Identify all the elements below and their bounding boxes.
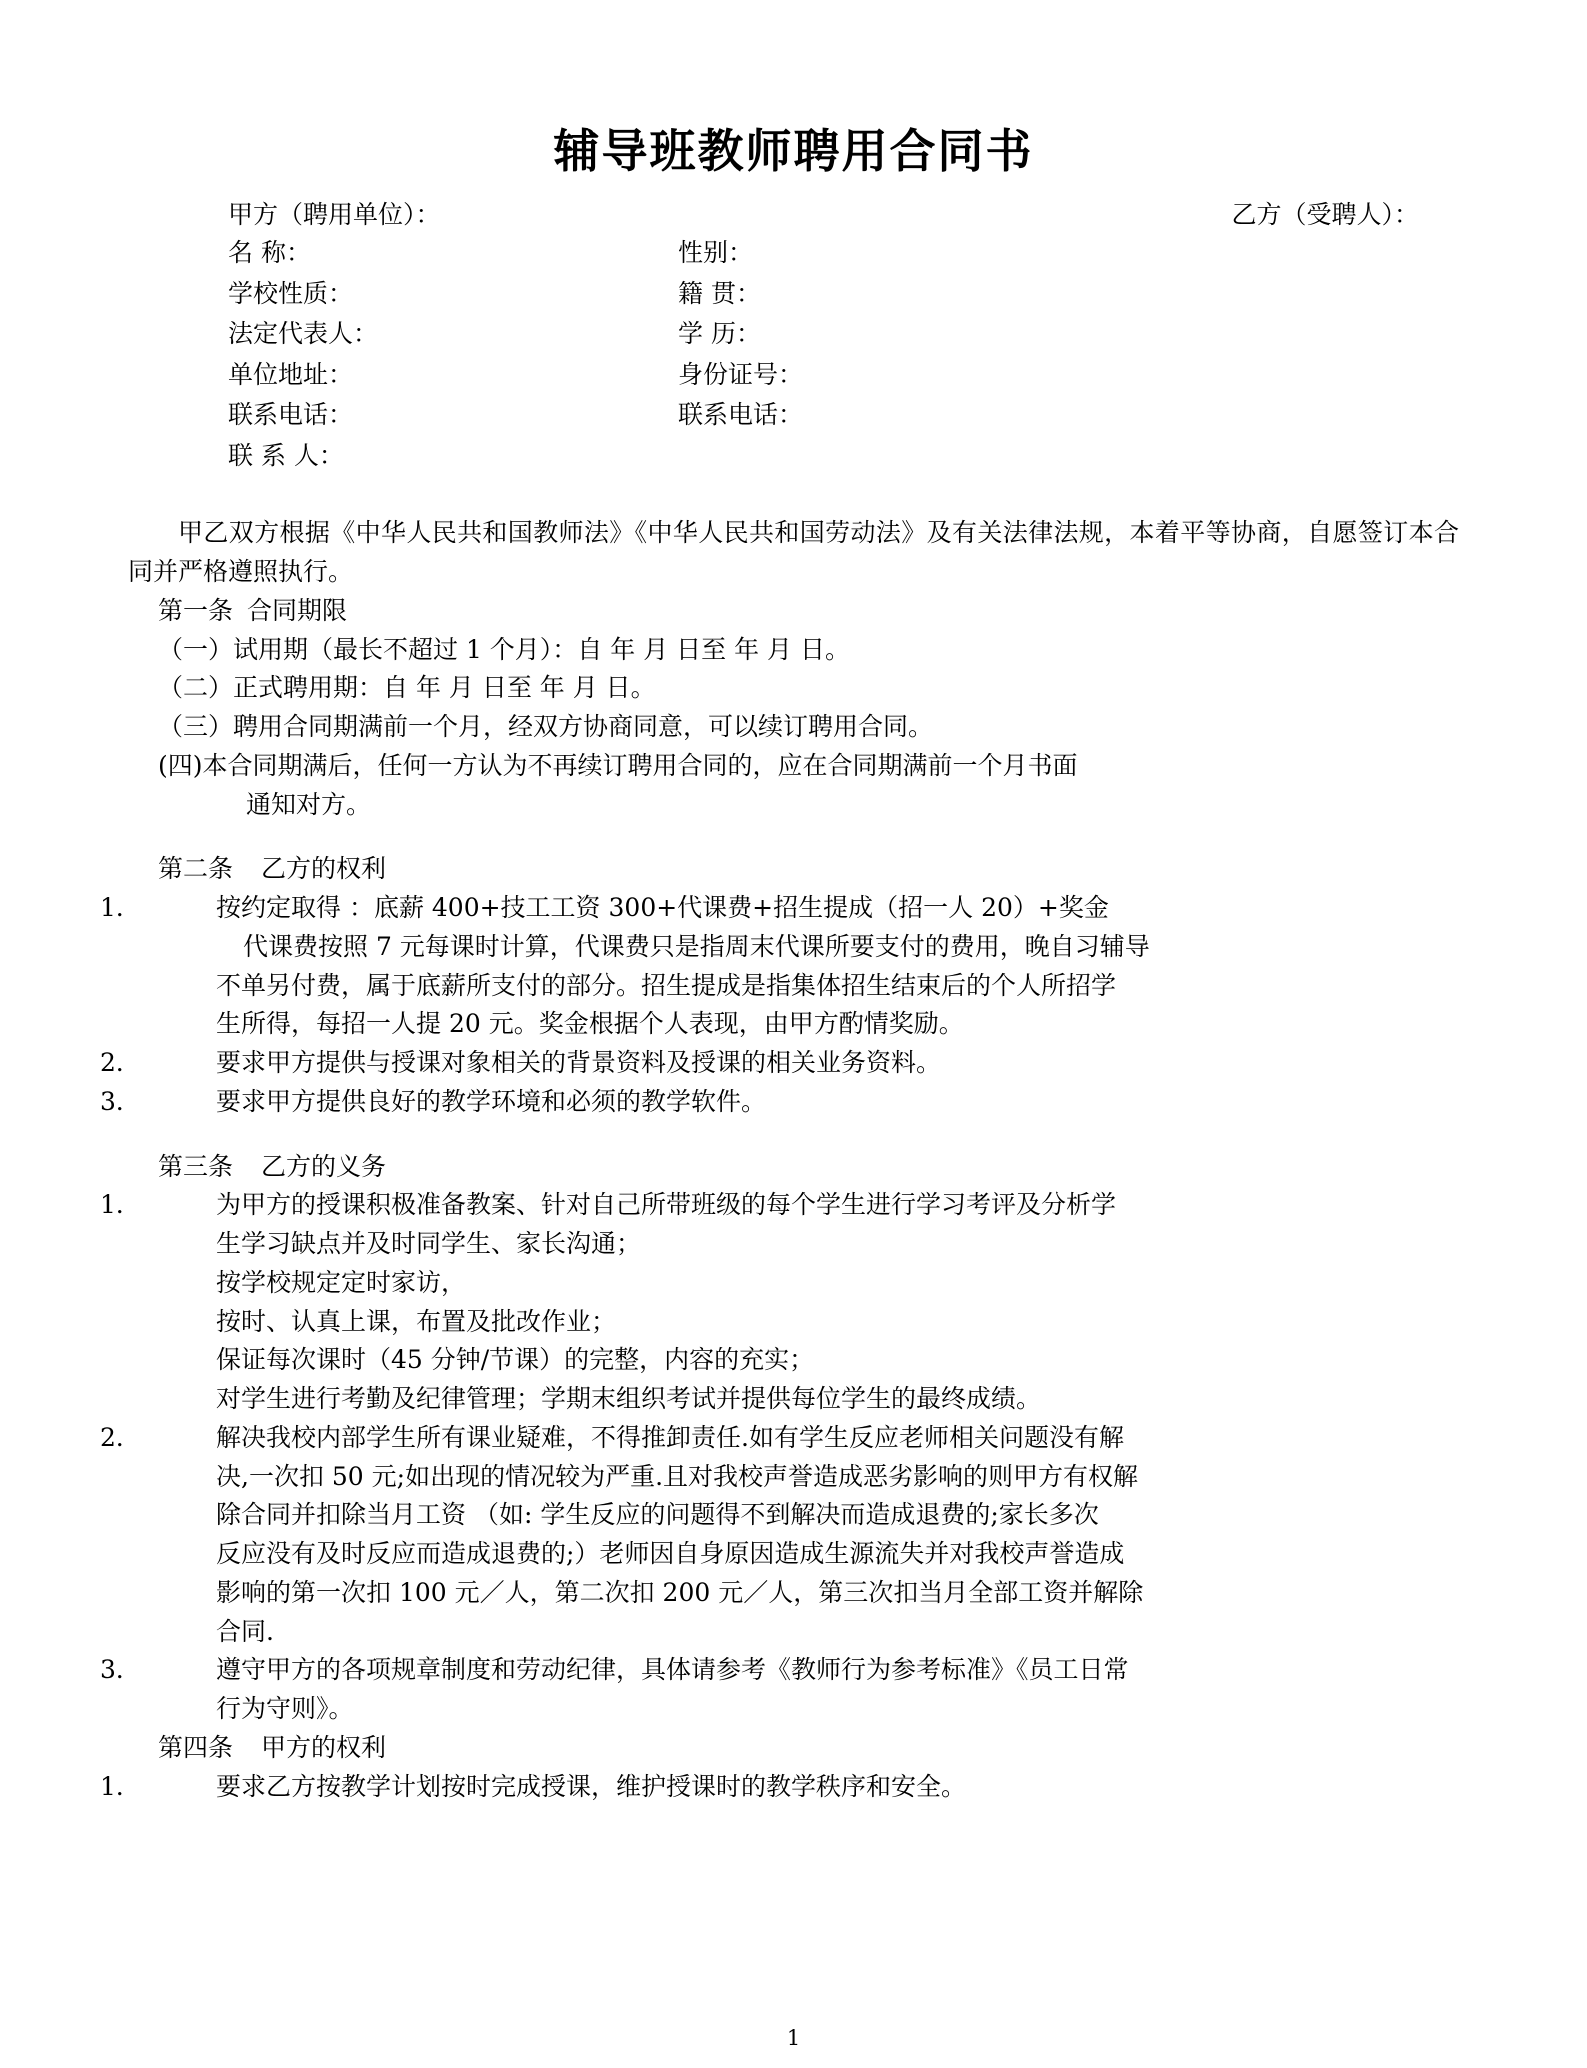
section-2-heading (128, 850, 1459, 889)
page-number: 1 (786, 2026, 801, 2050)
list-item-text: 遵守甲方的各项规章制度和劳动纪律，具体请参考《教师行为参考标准》《员工日常 (216, 1655, 1129, 1685)
party-b-field-phone: 联系电话： (678, 400, 804, 430)
list-marker: 3． (100, 1655, 141, 1685)
party-b-field-empty (678, 436, 1459, 477)
party-a-field-name: 名 称： (228, 238, 311, 268)
section-2-title: 乙方的权利 (261, 854, 387, 884)
section-1-number: 第一条 (158, 595, 234, 625)
party-headings (128, 197, 1459, 233)
section-3-item-1 (100, 1186, 1459, 1225)
list-item-text: 按约定取得 ：底薪 400+技工工资 300+代课费+招生提成（招一人 20）+奖金 (216, 893, 1109, 923)
party-a-heading: 甲方（聘用单位）： (228, 200, 441, 230)
section-3-number: 第三条 (158, 1151, 234, 1181)
section-3-item-1-cont-1: 生学习缺点并及时同学生、家长沟通； (216, 1229, 642, 1259)
party-b-heading: 乙方（受聘人）： (1231, 200, 1419, 230)
party-b-field-education: 学 历： (678, 319, 761, 349)
section-2-item-3 (100, 1083, 1459, 1122)
section-3-item-2-cont-4: 影响的第一次扣 100 元／人，第二次扣 200 元／人，第三次扣当月全部工资并解除 (216, 1577, 1144, 1607)
list-item-text: 要求甲方提供与授课对象相关的背景资料及授课的相关业务资料。 (216, 1048, 942, 1078)
section-2-item-1-cont-1: 代课费按照 7 元每课时计算，代课费只是指周末代课所要支付的费用，晚自习辅导 (243, 931, 1150, 961)
section-3-item-2-cont-1: 决,一次扣 50 元;如出现的情况较为严重.且对我校声誉造成恶劣影响的则甲方有权解 (216, 1461, 1139, 1491)
section-1-item-2: （二）正式聘用期：自 年 月 日至 年 月 日。 (158, 673, 656, 703)
section-4-heading (128, 1729, 1459, 1768)
party-b-field-id-number: 身份证号： (678, 359, 804, 389)
list-marker: 1． (100, 1771, 141, 1801)
section-1-title: 合同期限 (247, 595, 348, 625)
list-marker: 2． (100, 1422, 141, 1452)
section-2-item-1-cont-2: 不单另付费，属于底薪所支付的部分。招生提成是指集体招生结束后的个人所招学 (216, 970, 1117, 1000)
section-3-item-1-cont-3: 按时、认真上课，布置及批改作业； (216, 1306, 617, 1336)
preamble-paragraph: 甲乙双方根据《中华人民共和国教师法》《中华人民共和国劳动法》及有关法律法规，本着平等协商，自愿签订本合同并严格遵照执行。 (128, 518, 1459, 587)
party-a-field-school-nature: 学校性质： (228, 278, 354, 308)
party-b-field-gender: 性别： (678, 238, 754, 268)
section-4-number: 第四条 (158, 1732, 234, 1762)
section-3-heading (128, 1148, 1459, 1187)
list-item-text: 要求甲方提供良好的教学环境和必须的教学软件。 (216, 1086, 767, 1116)
party-field-row (228, 274, 1459, 315)
party-field-row (228, 355, 1459, 396)
party-field-row (228, 395, 1459, 436)
list-marker: 3． (100, 1086, 141, 1116)
party-b-field-origin: 籍 贯： (678, 278, 761, 308)
party-field-row (228, 436, 1459, 477)
party-field-row (228, 314, 1459, 355)
section-2-item-1 (100, 889, 1459, 928)
section-3-item-2-cont-5: 合同. (216, 1616, 274, 1646)
section-2-number: 第二条 (158, 854, 234, 884)
section-2-item-2 (100, 1044, 1459, 1083)
list-marker: 1． (100, 1190, 141, 1220)
list-item-text: 为甲方的授课积极准备教案、针对自己所带班级的每个学生进行学习考评及分析学 (216, 1190, 1117, 1220)
party-a-field-address: 单位地址： (228, 359, 354, 389)
page-title: 辅导班教师聘用合同书 (553, 124, 1034, 178)
section-3-item-2 (100, 1419, 1459, 1458)
list-item-text: 解决我校内部学生所有课业疑难，不得推卸责任.如有学生反应老师相关问题没有解 (216, 1422, 1124, 1452)
section-1-item-4-line-1: (四)本合同期满后，任何一方认为不再续订聘用合同的，应在合同期满前一个月书面 (158, 750, 1078, 780)
section-1-item-1: （一）试用期（最长不超过 1 个月）：自 年 月 日至 年 月 日。 (158, 634, 850, 664)
section-3-item-3-cont-1: 行为守则》。 (216, 1694, 354, 1724)
party-a-field-contact-person: 联 系 人： (228, 440, 344, 470)
section-3-item-1-cont-2: 按学校规定定时家访， (216, 1267, 467, 1297)
party-a-field-phone: 联系电话： (228, 400, 354, 430)
section-1-heading (128, 592, 1459, 631)
section-3-item-1-cont-4: 保证每次课时（45 分钟/节课）的完整，内容的充实； (216, 1345, 815, 1375)
section-1-item-3: （三）聘用合同期满前一个月，经双方协商同意，可以续订聘用合同。 (158, 712, 934, 742)
party-a-field-legal-rep: 法定代表人： (228, 319, 379, 349)
section-1-item-4-line-2: 通知对方。 (246, 789, 372, 819)
list-item-text: 要求乙方按教学计划按时完成授课，维护授课时的教学秩序和安全。 (216, 1771, 967, 1801)
section-4-item-1 (100, 1768, 1459, 1807)
list-marker: 1． (100, 893, 141, 923)
list-marker: 2． (100, 1048, 141, 1078)
party-fields (128, 233, 1459, 476)
section-3-item-2-cont-2: 除合同并扣除当月工资 （如: 学生反应的问题得不到解决而造成退费的;家长多次 (216, 1500, 1099, 1530)
party-field-row (228, 233, 1459, 274)
section-3-title: 乙方的义务 (261, 1151, 387, 1181)
section-3-item-2-cont-3: 反应没有及时反应而造成退费的;）老师因自身原因造成生源流失并对我校声誉造成 (216, 1539, 1125, 1569)
section-3-item-1-cont-5: 对学生进行考勤及纪律管理；学期末组织考试并提供每位学生的最终成绩。 (216, 1384, 1042, 1414)
section-4-title: 甲方的权利 (261, 1732, 387, 1762)
section-3-item-3 (100, 1651, 1459, 1690)
section-2-item-1-cont-3: 生所得，每招一人提 20 元。奖金根据个人表现，由甲方酌情奖励。 (216, 1009, 964, 1039)
